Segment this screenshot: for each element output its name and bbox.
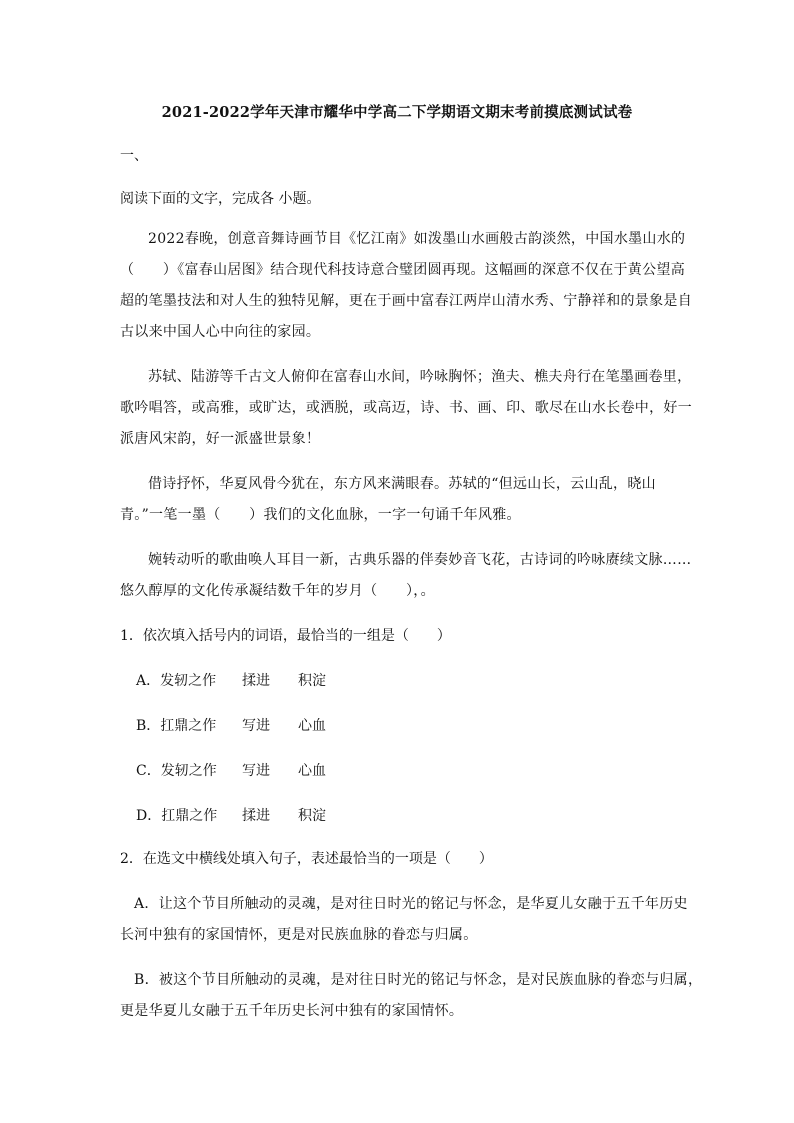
option-d-word2: 揉进 [242, 808, 270, 824]
question-2-stem: 2．在选文中横线处填入句子，表述最恰当的一项是（ ） [120, 851, 493, 867]
passage-p2-line2: 歌吟唱答，或高雅，或旷达，或洒脱，或高迈，诗、书、画、印、歌尽在山水长卷中，好一 [120, 400, 692, 416]
question-2-option-a-line1: A．让这个节目所触动的灵魂，是对往日时光的铭记与怀念，是华夏儿女融于五千年历史 [134, 896, 688, 912]
option-a-word2: 揉进 [242, 673, 270, 689]
question-1-stem: 1．依次填入括号内的词语，最恰当的一组是（ ） [120, 628, 451, 644]
question-2-option-a-line2: 长河中独有的家国情怀，更是对民族血脉的眷恋与归属。 [120, 927, 478, 943]
page-title: 2021-2022学年天津市耀华中学高二下学期语文期末考前摸底测试试卷 [161, 104, 633, 121]
question-1-option-d [136, 806, 696, 826]
instruction-text: 阅读下面的文字，完成各 小题。 [120, 191, 321, 207]
question-1-option-c [136, 761, 696, 781]
question-1-option-a [136, 671, 696, 691]
passage-p4-line1: 婉转动听的歌曲唤人耳目一新，古典乐器的伴奏妙音飞花，古诗词的吟咏赓续文脉…… [148, 552, 692, 568]
option-c-word3: 心血 [298, 763, 326, 779]
passage-p1-line2: （ ）《富春山居图》结合现代科技诗意合璧团圆再现。这幅画的深意不仅在于黄公望高 [120, 262, 685, 278]
passage-p3-line1: 借诗抒怀，华夏风骨今犹在，东方风来满眼春。苏轼的“但远山长，云山乱，晓山 [148, 476, 656, 492]
option-a-word3: 积淀 [298, 673, 326, 689]
option-b-word2: 写进 [242, 718, 270, 734]
question-1-option-b [136, 716, 696, 736]
option-b-word1: B．扛鼎之作 [136, 718, 217, 734]
option-c-word2: 写进 [242, 763, 270, 779]
option-d-word1: D．扛鼎之作 [136, 808, 218, 824]
passage-p1-line1: 2022春晚，创意音舞诗画节目《忆江南》如泼墨山水画般古韵淡然，中国水墨山水的 [148, 231, 686, 247]
passage-p4-line2: 悠久醇厚的文化传承凝结数千年的岁月（ ），。 [120, 583, 435, 599]
passage-p1-line3: 超的笔墨技法和对人生的独特见解，更在于画中富春江两岸山清水秀、宁静祥和的景象是自 [120, 293, 692, 309]
option-a-word1: A．发轫之作 [136, 673, 217, 689]
passage-p3-line2: 青。”一笔一墨（ ）我们的文化血脉，一字一句诵千年风雅。 [120, 507, 521, 523]
passage-p1-line4: 古以来中国人心中向往的家园。 [120, 324, 321, 340]
question-2-option-b-line2: 更是华夏儿女融于五千年历史长河中独有的家国情怀。 [120, 1003, 464, 1019]
passage-p2-line3: 派唐风宋韵，好一派盛世景象！ [120, 431, 321, 447]
passage-p2-line1: 苏轼、陆游等千古文人俯仰在富春山水间，吟咏胸怀；渔夫、樵夫舟行在笔墨画卷里， [148, 369, 692, 385]
question-2-option-b-line1: B．被这个节目所触动的灵魂，是对往日时光的铭记与怀念，是对民族血脉的眷恋与归属， [134, 972, 703, 988]
option-d-word3: 积淀 [298, 808, 326, 824]
section-heading: 一、 [120, 148, 148, 164]
option-c-word1: C．发轫之作 [136, 763, 217, 779]
option-b-word3: 心血 [298, 718, 326, 734]
